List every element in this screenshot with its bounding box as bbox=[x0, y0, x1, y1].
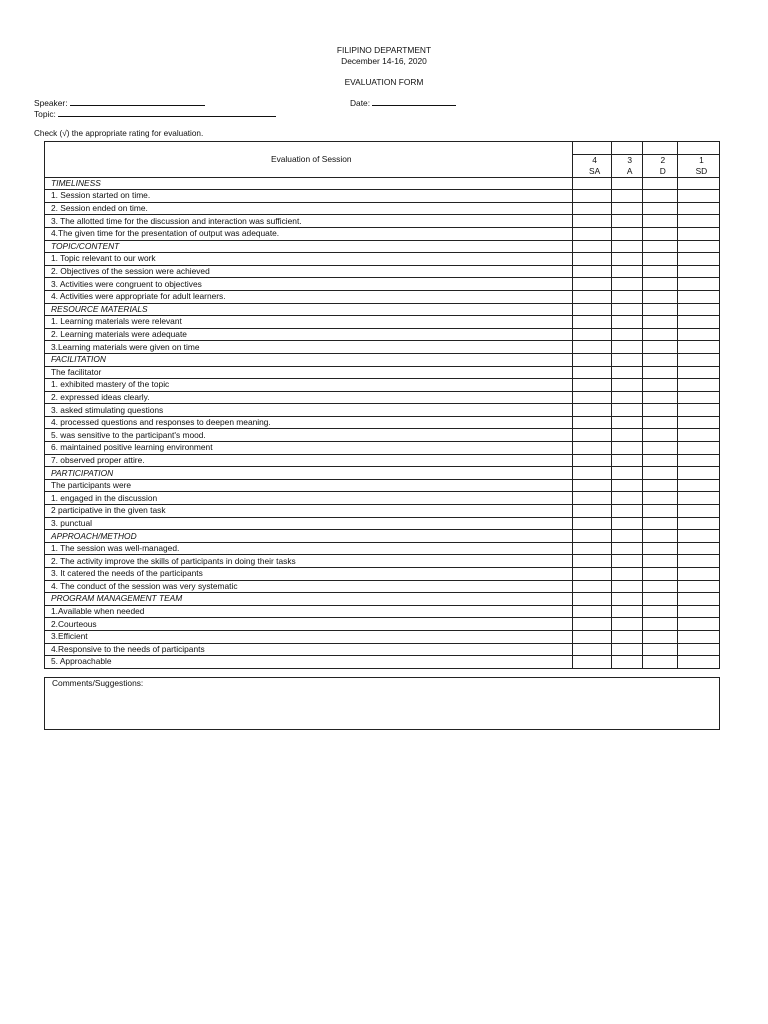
rating-checkbox-d[interactable] bbox=[642, 265, 677, 278]
criterion-row bbox=[45, 479, 720, 492]
rating-checkbox-a[interactable] bbox=[611, 278, 642, 291]
rating-checkbox-sa[interactable] bbox=[572, 555, 611, 568]
criterion-row bbox=[45, 656, 720, 669]
rating-checkbox-d[interactable] bbox=[642, 253, 677, 266]
rating-checkbox-a[interactable] bbox=[611, 265, 642, 278]
rating-checkbox-d[interactable] bbox=[642, 215, 677, 228]
rating-checkbox-sa[interactable] bbox=[572, 328, 611, 341]
rating-checkbox-a[interactable] bbox=[611, 429, 642, 442]
rating-checkbox-sd[interactable] bbox=[677, 454, 719, 467]
rating-checkbox-a[interactable] bbox=[611, 391, 642, 404]
rating-checkbox-sa[interactable] bbox=[572, 479, 611, 492]
rating-checkbox-sa[interactable] bbox=[572, 341, 611, 354]
topic-field[interactable] bbox=[34, 108, 276, 120]
criterion-label: 1.Available when needed bbox=[45, 605, 573, 618]
rating-checkbox-sd[interactable] bbox=[677, 568, 719, 581]
date-blank-line[interactable] bbox=[372, 97, 456, 106]
criterion-label: 4.Responsive to the needs of participants bbox=[45, 643, 573, 656]
rating-checkbox-sd[interactable] bbox=[677, 253, 719, 266]
rating-checkbox-a[interactable] bbox=[611, 404, 642, 417]
rating-checkbox-sd[interactable] bbox=[677, 240, 719, 253]
criterion-label: 1. Topic relevant to our work bbox=[45, 253, 573, 266]
rating-checkbox-sd[interactable] bbox=[677, 555, 719, 568]
rating-checkbox-sa[interactable] bbox=[572, 290, 611, 303]
rating-checkbox-sa[interactable] bbox=[572, 366, 611, 379]
rating-checkbox-d[interactable] bbox=[642, 379, 677, 392]
rating-checkbox-sd[interactable] bbox=[677, 379, 719, 392]
rating-checkbox-d[interactable] bbox=[642, 568, 677, 581]
rating-checkbox-a[interactable] bbox=[611, 643, 642, 656]
rating-checkbox-sa[interactable] bbox=[572, 265, 611, 278]
rating-checkbox-d[interactable] bbox=[642, 542, 677, 555]
rating-checkbox-sa[interactable] bbox=[572, 542, 611, 555]
rating-checkbox-sa[interactable] bbox=[572, 442, 611, 455]
rating-checkbox-sd[interactable] bbox=[677, 416, 719, 429]
rating-checkbox-a[interactable] bbox=[611, 341, 642, 354]
criterion-row bbox=[45, 253, 720, 266]
form-title: EVALUATION FORM bbox=[344, 77, 424, 87]
rating-checkbox-sa[interactable] bbox=[572, 416, 611, 429]
rating-checkbox-a[interactable] bbox=[611, 316, 642, 329]
criterion-row bbox=[45, 290, 720, 303]
rating-checkbox-sa[interactable] bbox=[572, 505, 611, 518]
rating-checkbox-a[interactable] bbox=[611, 555, 642, 568]
criterion-label: 7. observed proper attire. bbox=[45, 454, 573, 467]
rating-checkbox-sa[interactable] bbox=[572, 492, 611, 505]
criterion-label: 2. Session ended on time. bbox=[45, 202, 573, 215]
rating-checkbox-sd[interactable] bbox=[677, 530, 719, 543]
rating-checkbox-a[interactable] bbox=[611, 542, 642, 555]
category-label: RESOURCE MATERIALS bbox=[45, 303, 573, 316]
criterion-label: 1. exhibited mastery of the topic bbox=[45, 379, 573, 392]
rating-checkbox-sa[interactable] bbox=[572, 454, 611, 467]
rating-checkbox-d[interactable] bbox=[642, 290, 677, 303]
criterion-label: 4.The given time for the presentation of output was adequate. bbox=[45, 227, 573, 240]
rating-checkbox-sa[interactable] bbox=[572, 429, 611, 442]
rating-header-d: 2 D bbox=[642, 154, 677, 177]
rating-checkbox-d[interactable] bbox=[642, 618, 677, 631]
category-row bbox=[45, 467, 720, 480]
criterion-row bbox=[45, 404, 720, 417]
rating-checkbox-sd[interactable] bbox=[677, 290, 719, 303]
criterion-row bbox=[45, 366, 720, 379]
category-row bbox=[45, 530, 720, 543]
criterion-label: 6. maintained positive learning environment bbox=[45, 442, 573, 455]
rating-checkbox-sd[interactable] bbox=[677, 479, 719, 492]
department-title: FILIPINO DEPARTMENT bbox=[336, 45, 432, 55]
category-label: FACILITATION bbox=[45, 353, 573, 366]
criterion-label: 2 participative in the given task bbox=[45, 505, 573, 518]
rating-checkbox-a[interactable] bbox=[611, 290, 642, 303]
rating-checkbox-d[interactable] bbox=[642, 202, 677, 215]
criterion-row bbox=[45, 190, 720, 203]
rating-checkbox-sa[interactable] bbox=[572, 568, 611, 581]
rating-checkbox-d[interactable] bbox=[642, 366, 677, 379]
rating-checkbox-a[interactable] bbox=[611, 190, 642, 203]
rating-checkbox-d[interactable] bbox=[642, 391, 677, 404]
rating-checkbox-sd[interactable] bbox=[677, 404, 719, 417]
rating-checkbox-sa[interactable] bbox=[572, 190, 611, 203]
criterion-label: 1. engaged in the discussion bbox=[45, 492, 573, 505]
rating-checkbox-sd[interactable] bbox=[677, 391, 719, 404]
rating-checkbox-sa[interactable] bbox=[572, 593, 611, 606]
rating-checkbox-a[interactable] bbox=[611, 303, 642, 316]
rating-checkbox-sa[interactable] bbox=[572, 530, 611, 543]
rating-checkbox-sa[interactable] bbox=[572, 278, 611, 291]
criterion-label: 5. was sensitive to the participant's mood. bbox=[45, 429, 573, 442]
rating-checkbox-sd[interactable] bbox=[677, 328, 719, 341]
rating-checkbox-a[interactable] bbox=[611, 253, 642, 266]
rating-checkbox-sd[interactable] bbox=[677, 580, 719, 593]
rating-checkbox-d[interactable] bbox=[642, 656, 677, 669]
rating-checkbox-a[interactable] bbox=[611, 467, 642, 480]
rating-checkbox-sa[interactable] bbox=[572, 517, 611, 530]
rating-checkbox-sd[interactable] bbox=[677, 517, 719, 530]
criterion-label: 1. The session was well-managed. bbox=[45, 542, 573, 555]
rating-checkbox-d[interactable] bbox=[642, 454, 677, 467]
rating-checkbox-sa[interactable] bbox=[572, 404, 611, 417]
criterion-label: 3. asked stimulating questions bbox=[45, 404, 573, 417]
criterion-row bbox=[45, 555, 720, 568]
rating-checkbox-sd[interactable] bbox=[677, 618, 719, 631]
rating-checkbox-sa[interactable] bbox=[572, 253, 611, 266]
rating-checkbox-a[interactable] bbox=[611, 379, 642, 392]
rating-checkbox-d[interactable] bbox=[642, 278, 677, 291]
rating-checkbox-sa[interactable] bbox=[572, 316, 611, 329]
topic-blank-line[interactable] bbox=[58, 108, 276, 117]
rating-checkbox-a[interactable] bbox=[611, 580, 642, 593]
rating-checkbox-a[interactable] bbox=[611, 530, 642, 543]
category-label: TIMELINESS bbox=[45, 177, 573, 190]
rating-checkbox-a[interactable] bbox=[611, 227, 642, 240]
criterion-row bbox=[45, 454, 720, 467]
rating-checkbox-a[interactable] bbox=[611, 568, 642, 581]
rating-header-sa: 4 SA bbox=[572, 154, 611, 177]
rating-checkbox-sa[interactable] bbox=[572, 643, 611, 656]
rating-checkbox-a[interactable] bbox=[611, 618, 642, 631]
rating-checkbox-sd[interactable] bbox=[677, 442, 719, 455]
rating-instruction: Check (√) the appropriate rating for evaluation. bbox=[34, 129, 204, 138]
criterion-label: 2. Objectives of the session were achieved bbox=[45, 265, 573, 278]
rating-checkbox-a[interactable] bbox=[611, 656, 642, 669]
criterion-row bbox=[45, 391, 720, 404]
criterion-label: 3.Learning materials were given on time bbox=[45, 341, 573, 354]
speaker-label: Speaker: bbox=[34, 98, 68, 108]
rating-checkbox-d[interactable] bbox=[642, 341, 677, 354]
rating-checkbox-d[interactable] bbox=[642, 316, 677, 329]
rating-checkbox-a[interactable] bbox=[611, 240, 642, 253]
table-header-spacer-row bbox=[45, 142, 720, 155]
rating-checkbox-a[interactable] bbox=[611, 215, 642, 228]
category-row bbox=[45, 303, 720, 316]
criterion-label: 3. Activities were congruent to objectives bbox=[45, 278, 573, 291]
rating-checkbox-sd[interactable] bbox=[677, 492, 719, 505]
criterion-label: 3. The allotted time for the discussion and interaction was sufficient. bbox=[45, 215, 573, 228]
rating-checkbox-sa[interactable] bbox=[572, 177, 611, 190]
rating-checkbox-d[interactable] bbox=[642, 630, 677, 643]
rating-checkbox-sa[interactable] bbox=[572, 215, 611, 228]
criterion-row bbox=[45, 630, 720, 643]
rating-checkbox-sd[interactable] bbox=[677, 542, 719, 555]
rating-checkbox-d[interactable] bbox=[642, 643, 677, 656]
rating-checkbox-sa[interactable] bbox=[572, 353, 611, 366]
criterion-row bbox=[45, 643, 720, 656]
criterion-label: 2. The activity improve the skills of participants in doing their tasks bbox=[45, 555, 573, 568]
criterion-label: 3. It catered the needs of the participants bbox=[45, 568, 573, 581]
rating-checkbox-sa[interactable] bbox=[572, 303, 611, 316]
criterion-label: 4. Activities were appropriate for adult learners. bbox=[45, 290, 573, 303]
rating-checkbox-d[interactable] bbox=[642, 240, 677, 253]
rating-checkbox-sa[interactable] bbox=[572, 630, 611, 643]
rating-checkbox-sa[interactable] bbox=[572, 580, 611, 593]
criterion-row bbox=[45, 379, 720, 392]
criterion-label: 2. Learning materials were adequate bbox=[45, 328, 573, 341]
rating-checkbox-d[interactable] bbox=[642, 467, 677, 480]
rating-checkbox-sd[interactable] bbox=[677, 303, 719, 316]
rating-checkbox-a[interactable] bbox=[611, 505, 642, 518]
rating-checkbox-sa[interactable] bbox=[572, 391, 611, 404]
rating-checkbox-sa[interactable] bbox=[572, 618, 611, 631]
criterion-label: The facilitator bbox=[45, 366, 573, 379]
rating-checkbox-d[interactable] bbox=[642, 303, 677, 316]
rating-checkbox-d[interactable] bbox=[642, 227, 677, 240]
rating-checkbox-sd[interactable] bbox=[677, 467, 719, 480]
criterion-row bbox=[45, 605, 720, 618]
rating-checkbox-sd[interactable] bbox=[677, 593, 719, 606]
rating-checkbox-d[interactable] bbox=[642, 442, 677, 455]
rating-checkbox-a[interactable] bbox=[611, 593, 642, 606]
rating-checkbox-sd[interactable] bbox=[677, 429, 719, 442]
rating-checkbox-d[interactable] bbox=[642, 505, 677, 518]
criterion-label: 4. processed questions and responses to deepen meaning. bbox=[45, 416, 573, 429]
rating-checkbox-sd[interactable] bbox=[677, 190, 719, 203]
rating-checkbox-d[interactable] bbox=[642, 177, 677, 190]
criterion-label: 2.Courteous bbox=[45, 618, 573, 631]
rating-checkbox-d[interactable] bbox=[642, 605, 677, 618]
rating-checkbox-sa[interactable] bbox=[572, 467, 611, 480]
rating-checkbox-sd[interactable] bbox=[677, 177, 719, 190]
criterion-row bbox=[45, 416, 720, 429]
criterion-row bbox=[45, 492, 720, 505]
criterion-label: 4. The conduct of the session was very systematic bbox=[45, 580, 573, 593]
comments-label: Comments/Suggestions: bbox=[52, 678, 144, 688]
rating-checkbox-d[interactable] bbox=[642, 580, 677, 593]
rating-checkbox-d[interactable] bbox=[642, 555, 677, 568]
category-label: PARTICIPATION bbox=[45, 467, 573, 480]
criterion-row bbox=[45, 429, 720, 442]
rating-checkbox-d[interactable] bbox=[642, 429, 677, 442]
criterion-row bbox=[45, 316, 720, 329]
rating-checkbox-d[interactable] bbox=[642, 492, 677, 505]
criterion-row bbox=[45, 618, 720, 631]
rating-checkbox-sa[interactable] bbox=[572, 227, 611, 240]
category-row bbox=[45, 240, 720, 253]
rating-checkbox-sd[interactable] bbox=[677, 366, 719, 379]
rating-checkbox-a[interactable] bbox=[611, 479, 642, 492]
rating-checkbox-sa[interactable] bbox=[572, 202, 611, 215]
category-row bbox=[45, 177, 720, 190]
rating-checkbox-d[interactable] bbox=[642, 328, 677, 341]
rating-checkbox-a[interactable] bbox=[611, 517, 642, 530]
rating-checkbox-a[interactable] bbox=[611, 454, 642, 467]
rating-header-sd: 1 SD bbox=[677, 154, 719, 177]
rating-checkbox-sd[interactable] bbox=[677, 265, 719, 278]
criterion-label: 2. expressed ideas clearly. bbox=[45, 391, 573, 404]
rating-checkbox-d[interactable] bbox=[642, 353, 677, 366]
criterion-label: 5. Approachable bbox=[45, 656, 573, 669]
rating-checkbox-sd[interactable] bbox=[677, 630, 719, 643]
rating-checkbox-a[interactable] bbox=[611, 353, 642, 366]
rating-checkbox-a[interactable] bbox=[611, 605, 642, 618]
criterion-label: 3.Efficient bbox=[45, 630, 573, 643]
rating-checkbox-sd[interactable] bbox=[677, 227, 719, 240]
rating-checkbox-d[interactable] bbox=[642, 517, 677, 530]
comments-box[interactable] bbox=[44, 677, 720, 730]
criterion-row bbox=[45, 568, 720, 581]
rating-checkbox-sd[interactable] bbox=[677, 643, 719, 656]
rating-checkbox-sa[interactable] bbox=[572, 379, 611, 392]
category-label: TOPIC/CONTENT bbox=[45, 240, 573, 253]
criterion-label: 1. Session started on time. bbox=[45, 190, 573, 203]
rating-checkbox-a[interactable] bbox=[611, 177, 642, 190]
rating-checkbox-sd[interactable] bbox=[677, 215, 719, 228]
rating-checkbox-d[interactable] bbox=[642, 416, 677, 429]
rating-checkbox-a[interactable] bbox=[611, 492, 642, 505]
rating-header-a: 3 A bbox=[611, 154, 642, 177]
rating-checkbox-a[interactable] bbox=[611, 202, 642, 215]
rating-checkbox-sd[interactable] bbox=[677, 505, 719, 518]
criterion-row bbox=[45, 442, 720, 455]
criterion-row bbox=[45, 215, 720, 228]
criterion-label: 1. Learning materials were relevant bbox=[45, 316, 573, 329]
rating-checkbox-sd[interactable] bbox=[677, 202, 719, 215]
criterion-row bbox=[45, 265, 720, 278]
category-row bbox=[45, 593, 720, 606]
rating-checkbox-a[interactable] bbox=[611, 328, 642, 341]
category-label: APPROACH/METHOD bbox=[45, 530, 573, 543]
criterion-row bbox=[45, 542, 720, 555]
rating-checkbox-d[interactable] bbox=[642, 593, 677, 606]
rating-checkbox-d[interactable] bbox=[642, 479, 677, 492]
rating-checkbox-d[interactable] bbox=[642, 404, 677, 417]
criterion-row bbox=[45, 580, 720, 593]
category-label: PROGRAM MANAGEMENT TEAM bbox=[45, 593, 573, 606]
rating-checkbox-a[interactable] bbox=[611, 416, 642, 429]
rating-checkbox-sd[interactable] bbox=[677, 656, 719, 669]
criterion-row bbox=[45, 278, 720, 291]
rating-checkbox-sa[interactable] bbox=[572, 605, 611, 618]
rating-checkbox-sd[interactable] bbox=[677, 605, 719, 618]
criterion-row bbox=[45, 505, 720, 518]
rating-checkbox-a[interactable] bbox=[611, 630, 642, 643]
rating-checkbox-sd[interactable] bbox=[677, 316, 719, 329]
criterion-row bbox=[45, 328, 720, 341]
date-label: Date: bbox=[350, 98, 371, 108]
rating-checkbox-sd[interactable] bbox=[677, 278, 719, 291]
rating-checkbox-d[interactable] bbox=[642, 190, 677, 203]
rating-checkbox-sd[interactable] bbox=[677, 353, 719, 366]
rating-checkbox-a[interactable] bbox=[611, 366, 642, 379]
criterion-label: The participants were bbox=[45, 479, 573, 492]
evaluation-table bbox=[44, 141, 720, 669]
rating-checkbox-sa[interactable] bbox=[572, 240, 611, 253]
rating-checkbox-a[interactable] bbox=[611, 442, 642, 455]
rating-checkbox-d[interactable] bbox=[642, 530, 677, 543]
rating-checkbox-sa[interactable] bbox=[572, 656, 611, 669]
event-date: December 14-16, 2020 bbox=[341, 56, 427, 66]
speaker-blank-line[interactable] bbox=[70, 97, 205, 106]
criteria-header: Evaluation of Session bbox=[45, 142, 573, 178]
criterion-label: 3. punctual bbox=[45, 517, 573, 530]
criterion-row bbox=[45, 341, 720, 354]
criterion-row bbox=[45, 202, 720, 215]
topic-label: Topic: bbox=[34, 109, 56, 119]
category-row bbox=[45, 353, 720, 366]
criterion-row bbox=[45, 227, 720, 240]
date-field[interactable] bbox=[350, 97, 456, 109]
criterion-row bbox=[45, 517, 720, 530]
rating-checkbox-sd[interactable] bbox=[677, 341, 719, 354]
